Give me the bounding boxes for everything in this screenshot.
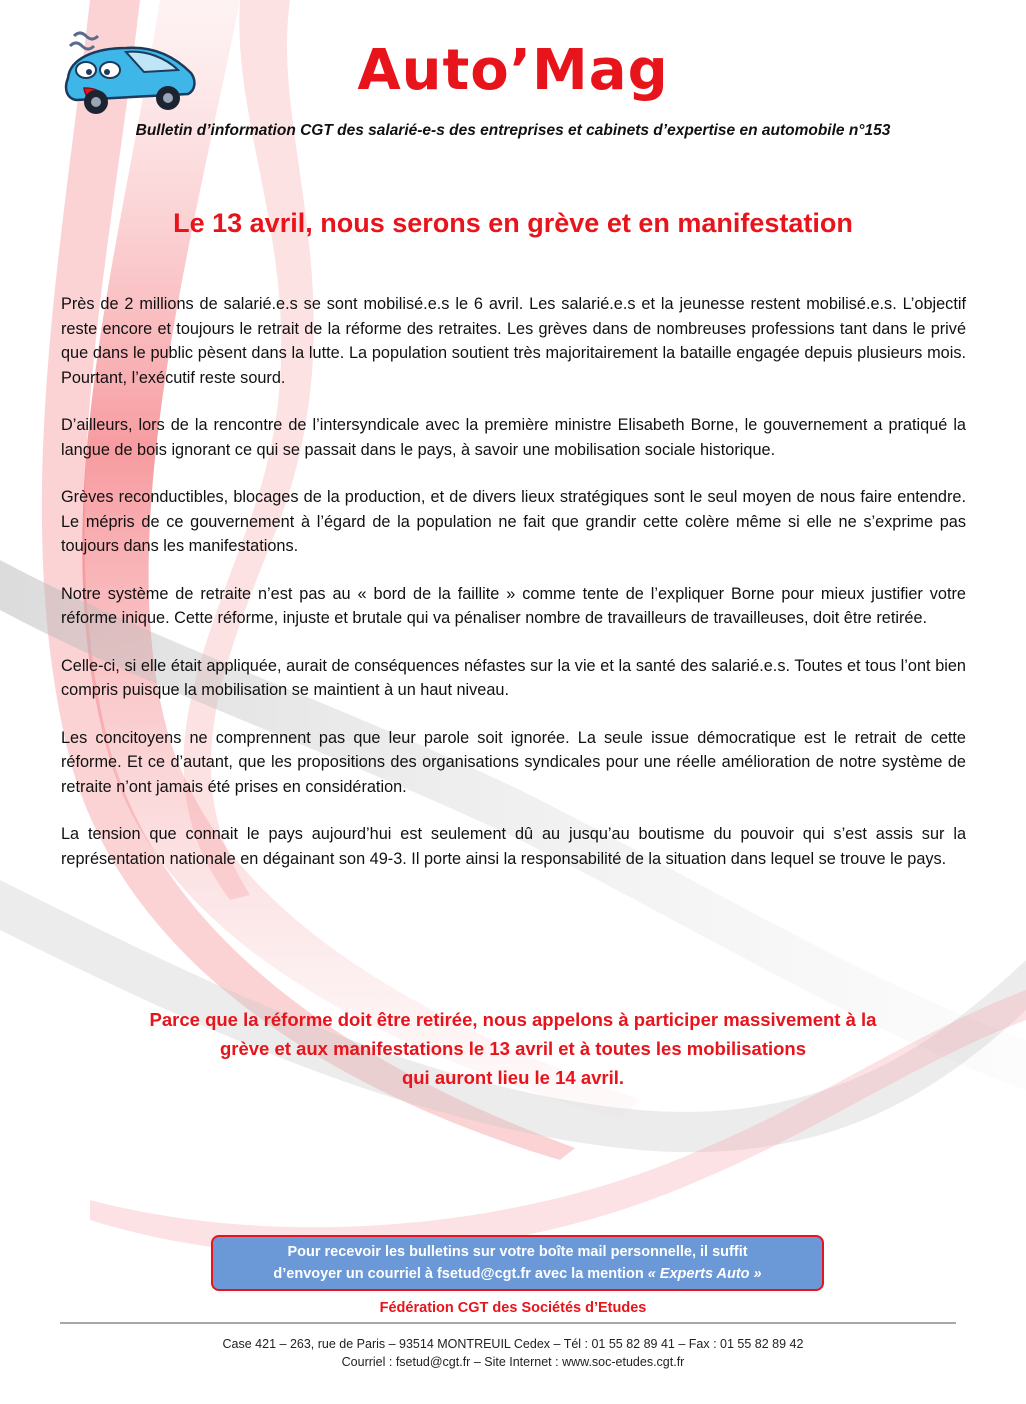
bulletin-subtitle: Bulletin d’information CGT des salarié-e-s des entreprises et cabinets d’expertise en automobile n°153 xyxy=(135,122,891,139)
paragraph: Près de 2 millions de salarié.e.s se sont mobilisé.e.s le 6 avril. Les salarié.e.s et la jeunesse restent mobilisé.e.s. L’objectif reste encore et toujours le retrait de la réforme des retraites. Les grèves dans de nombreuses professions tant dans le privé que dans le public pèsent dans la lutte. La population soutient très majoritairement la bataille engagée depuis plusieurs mois. Pourtant, l’exécutif reste sourd. xyxy=(61,295,966,387)
paragraph: Grèves reconductibles, blocages de la production, et de divers lieux stratégiques sont le seul moyen de nous faire entendre. Le mépris de ce gouvernement à l’égard de la population ne fait que grandir cette colère même si elle ne s’exprime pas toujours dans les manifestations. xyxy=(61,488,966,555)
page-title: Auto’Mag xyxy=(357,38,669,103)
subscription-text: d’envoyer un courriel à fsetud@cgt.fr avec la mention xyxy=(273,1266,648,1282)
paragraph: Celle-ci, si elle était appliquée, aurait de conséquences néfastes sur la vie et la santé des salarié.e.s. Toutes et tous l’ont bien compris puisque la mobilisation se maintient à un haut niveau. xyxy=(61,656,966,699)
federation-name: Fédération CGT des Sociétés d’Etudes xyxy=(379,1300,647,1316)
call-to-action-line: Parce que la réforme doit être retirée, nous appelons à participer massivement à la xyxy=(149,1009,877,1030)
article-headline: Le 13 avril, nous serons en grève et en manifestation xyxy=(173,208,853,238)
subscription-box xyxy=(211,1235,824,1291)
paragraph: La tension que connait le pays aujourd’hui est seulement dû au jusqu’au boutisme du pouvoir qui s’est assis sur la représentation nationale en dégainant son 49-3. Il porte ainsi la responsabilité de la situation dans lequel se trouve le pays. xyxy=(61,825,966,868)
article-body xyxy=(61,292,966,894)
footer-contact: Courriel : fsetud@cgt.fr – Site Internet : www.soc-etudes.cgt.fr xyxy=(341,1355,685,1369)
subscription-line xyxy=(213,1263,822,1285)
call-to-action-line: qui auront lieu le 14 avril. xyxy=(401,1067,625,1088)
subscription-mention: « Experts Auto » xyxy=(647,1266,762,1282)
footer xyxy=(0,1335,1026,1371)
paragraph: Notre système de retraite n’est pas au « bord de la faillite » comme tente de l’expliquer Borne pour mieux justifier votre réforme inique. Cette réforme, injuste et brutale qui va pénaliser nombre de travailleurs de travailleuses, doit être retirée. xyxy=(61,584,966,627)
call-to-action xyxy=(60,1005,966,1092)
footer-divider xyxy=(60,1322,956,1324)
paragraph: D’ailleurs, lors de la rencontre de l’intersyndicale avec la première ministre Elisabeth Borne, le gouvernement a pratiqué la langue de bois ignorant ce qui se passait dans le pays, à savoir une mobilisation sociale historique. xyxy=(61,416,966,459)
subscription-line: Pour recevoir les bulletins sur votre boîte mail personnelle, il suffit xyxy=(287,1244,748,1260)
call-to-action-line: grève et aux manifestations le 13 avril et à toutes les mobilisations xyxy=(219,1038,807,1059)
footer-address: Case 421 – 263, rue de Paris – 93514 MONTREUIL Cedex – Tél : 01 55 82 89 41 – Fax : 01 55 82 89 42 xyxy=(222,1337,804,1351)
paragraph: Les concitoyens ne comprennent pas que leur parole soit ignorée. La seule issue démocratique est le retrait de cette réforme. Et ce d’autant, que les propositions des organisations syndicales pour une réelle amélioration de notre système de retraite n’ont jamais été prises en considération. xyxy=(61,728,966,796)
